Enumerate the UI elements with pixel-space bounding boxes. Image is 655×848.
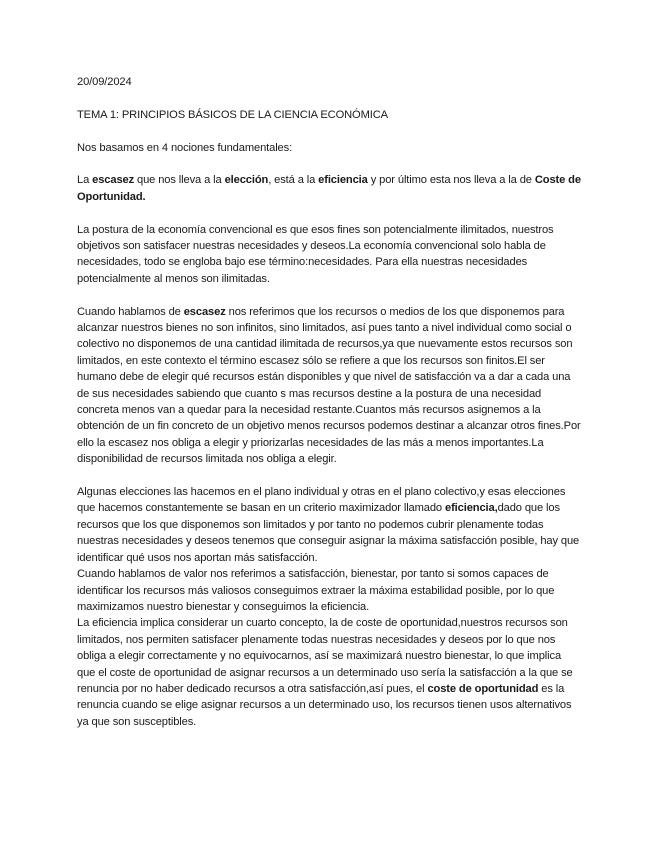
paragraph-escasez (77, 304, 582, 468)
paragraph-nociones (77, 172, 582, 205)
term-eleccion: elección (224, 174, 269, 187)
text-run: dado que los recursos que los que disponemos son limitados y por tanto no podemos cubrir plenamente todas nuestras necesidades y deseos tenemos que conseguir asignar la máxima satisfacción posible, hay que identificar qué usos nos aportan más satisfacción. (77, 502, 580, 564)
text-run: que nos lleva a la (134, 174, 225, 187)
text-run: es la renuncia cuando se elige asignar recursos a un determinado uso, los recursos tienen usos alternativos ya que son susceptibles. (77, 682, 572, 728)
paragraph-coste-oportunidad (77, 615, 582, 730)
text-run: nos referimos que los recursos o medios de los que disponemos para alcanzar nuestros bienes no son infinitos, sino limitados, así pues tanto a nivel individual como social o colectivo no disponemos de una cantidad ilimitada de recursos,ya que nuevamente estos recursos son limitados, en este contexto el término escasez sólo se refiere a que los recursos son finitos.El ser humano debe de elegir qué recursos están disponibles y que nivel de satisfacción va a dar a cada una de sus necesidades sabiendo que cuanto s mas recursos destine a la postura de una necesidad concreta menos van a quedar para la necesidad restante.Cuantos más recursos asignemos a la obtención de un fin concreto de un objetivo menos recursos podemos destinar a alcanzar otros fines.Por ello la escasez nos obliga a elegir y priorizarlas necesidades de las más a menos importantes.La disponibilidad de recursos limitada nos obliga a elegir. (77, 305, 581, 466)
document-page (77, 74, 582, 730)
term-eficiencia: eficiencia (318, 174, 368, 187)
document-date: 20/09/2024 (77, 76, 132, 88)
term-coste-oportunidad: Coste de Oportunidad. (77, 174, 581, 203)
text-run: La (77, 174, 93, 187)
term-coste-oportunidad: coste de oportunidad (427, 682, 539, 695)
paragraph-economia-convencional: La postura de la economía convencional es que esos fines son potencialmente ilimitados, nuestros objetivos son satisfacer nuestras necesidades y deseos.La economía convencional solo habla de necesidades, todo se engloba bajo ese término:necesidades. Para ella nuestras necesidades potencialmente al menos son ilimitadas. (77, 223, 554, 285)
text-run: y por último esta nos lleva a la de (367, 174, 535, 187)
text-run: La eficiencia implica considerar un cuarto concepto, la de coste de oportunidad,nuestros recursos son limitados, nos permiten satisfacer plenamente todas nuestras necesidades y deseos por lo que nos obliga a elegir correctamente y no equivocarnos, así se maximizará nuestro bienestar, lo que implica que el coste de oportunidad de asignar recursos a un determinado uso sería la satisfacción a la que se renuncia por no haber dedicado recursos a otra satisfacción,así pues, el (77, 617, 573, 695)
term-escasez: escasez (183, 305, 226, 318)
term-eficiencia: eficiencia, (445, 502, 498, 515)
paragraph-elecciones (77, 484, 582, 566)
text-run: , está a la (268, 174, 319, 187)
document-title: TEMA 1: PRINCIPIOS BÁSICOS DE LA CIENCIA ECONÓMICA (77, 108, 388, 121)
term-escasez: escasez (92, 174, 135, 187)
paragraph-valor: Cuando hablamos de valor nos referimos a satisfacción, bienestar, por tanto si somos capaces de identificar los recursos más valiosos conseguimos extraer la máxima estabilidad posible, por lo que maximizamos nuestro bienestar y conseguimos la eficiencia. (77, 568, 555, 613)
text-run: Cuando hablamos de (77, 305, 184, 318)
intro-paragraph: Nos basamos en 4 nociones fundamentales: (77, 141, 293, 154)
text-run: Algunas elecciones las hacemos en el plano individual y otras en el plano colectivo,y esas elecciones que hacemos constantemente se basan en un criterio maximizador llamado (77, 486, 566, 515)
